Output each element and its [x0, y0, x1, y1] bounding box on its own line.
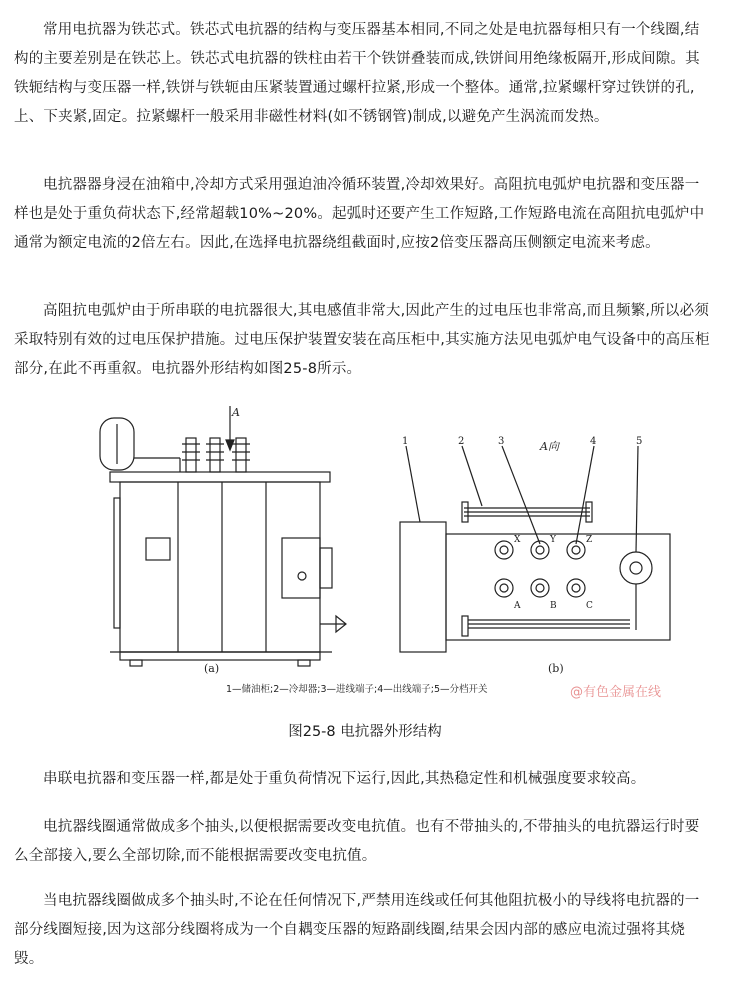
svg-text:2: 2	[458, 436, 465, 447]
tap-changer-icon	[620, 552, 652, 584]
paragraph-cooling: 电抗器器身浸在油箱中,冷却方式采用强迫油冷循环装置,冷却效果好。高阻抗电弧炉电抗器和变压器一样也是处于重负荷状态下,经常超载10%~20%。起弧时还要产生工作短路,工作短路电流在高阻抗电弧炉中通常为额定电流的2倍左右。因此,在选择电抗器绕组截面时,应按2倍变压器高压侧额定电流来考虑。	[14, 177, 705, 251]
top-view-drawing	[400, 446, 670, 652]
paragraph-thermal-stability: 串联电抗器和变压器一样,都是处于重负荷情况下运行,因此,其热稳定性和机械强度要求较高。	[43, 771, 646, 787]
side-view-drawing	[100, 406, 346, 666]
arrow-down-icon	[226, 440, 234, 450]
svg-text:A向: A向	[540, 440, 559, 453]
svg-text:4: 4	[590, 436, 597, 447]
svg-text:X: X	[514, 535, 521, 545]
svg-text:3: 3	[498, 436, 505, 447]
paragraph-overvoltage: 高阻抗电弧炉由于所串联的电抗器很大,其电感值非常大,因此产生的过电压也非常高,而且频繁,所以必须采取特别有效的过电压保护措施。过电压保护装置安装在高压柜中,其实施方法见电弧炉电气设备中的高压柜部分,在此不再重叙。电抗器外形结构如图25-8所示。	[14, 303, 710, 377]
svg-text:(b): (b)	[548, 662, 564, 675]
svg-text:C: C	[586, 601, 593, 611]
figure-legend: 1—储油柜;2—冷却器;3—进线端子;4—出线端子;5—分档开关	[226, 684, 488, 695]
reactor-figure	[70, 398, 690, 708]
svg-text:1: 1	[402, 436, 409, 447]
watermark: @有色金属在线	[570, 685, 662, 700]
svg-text:Y: Y	[550, 535, 556, 545]
svg-text:A: A	[514, 601, 521, 611]
paragraph-taps: 电抗器线圈通常做成多个抽头,以便根据需要改变电抗值。也有不带抽头的,不带抽头的电抗器运行时要么全部接入,要么全部切除,而不能根据需要改变电抗值。	[14, 819, 700, 864]
paragraph-short-circuit-warning: 当电抗器线圈做成多个抽头时,不论在任何情况下,严禁用连线或任何其他阻抗极小的导线将电抗器的一部分线圈短接,因为这部分线圈将成为一个自耦变压器的短路副线圈,结果会因内部的感应电流过强将其烧毁。	[14, 893, 700, 967]
svg-text:A: A	[232, 406, 240, 419]
paragraph-core-structure: 常用电抗器为铁芯式。铁芯式电抗器的结构与变压器基本相同,不同之处是电抗器每相只有一个线圈,结构的主要差别是在铁芯上。铁芯式电抗器的铁柱由若干个铁饼叠装而成,铁饼间用绝缘板隔开,形成间隙。其铁轭结构与变压器一样,铁饼与铁轭由压紧装置通过螺杆拉紧,形成一个整体。通常,拉紧螺杆穿过铁饼的孔,上、下夹紧,固定。拉紧螺杆一般采用非磁性材料(如不锈钢管)制成,以避免产生涡流而发热。	[14, 22, 700, 125]
nameplate	[146, 538, 170, 560]
svg-text:5: 5	[636, 436, 643, 447]
cooler-icon	[282, 538, 320, 598]
bushings	[182, 438, 250, 472]
svg-text:(a): (a)	[204, 662, 220, 675]
svg-text:Z: Z	[586, 535, 593, 545]
svg-text:B: B	[550, 601, 557, 611]
figure-caption: 图25-8 电抗器外形结构	[288, 724, 442, 740]
